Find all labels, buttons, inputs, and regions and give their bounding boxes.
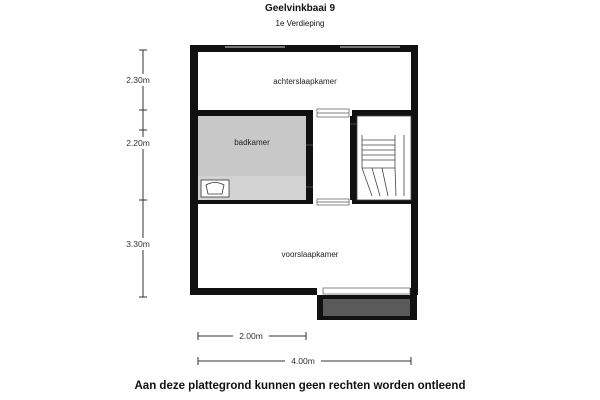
address-title: Geelvinkbaai 9 [264, 3, 336, 14]
door-marks [306, 113, 357, 202]
room-label-back-bedroom: achterslaapkamer [273, 77, 337, 86]
doors [317, 109, 349, 205]
front-bedroom [198, 204, 411, 292]
dim-label-back-bedroom: 2.30m [126, 75, 150, 85]
staircase [357, 116, 411, 200]
vertical-dimension [139, 50, 147, 297]
sink-icon [201, 180, 229, 197]
room-label-front-bedroom: voorslaapkamer [281, 250, 339, 259]
floor-subtitle: 1e Verdieping [275, 19, 325, 28]
dim-label-width-large: 4.00m [291, 356, 315, 366]
dim-label-bathroom: 2.20m [126, 138, 150, 148]
disclaimer-text: Aan deze plattegrond kunnen geen rechten worden ontleend [134, 380, 466, 392]
room-label-bathroom: badkamer [234, 138, 270, 147]
balcony [317, 295, 417, 320]
dim-label-width-small: 2.00m [239, 331, 263, 341]
dim-label-front-bedroom: 3.30m [126, 239, 150, 249]
